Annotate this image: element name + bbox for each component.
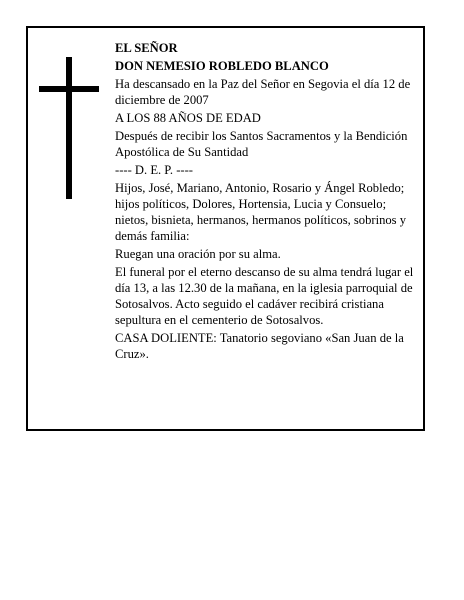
mourning-home: CASA DOLIENTE: Tanatorio segoviano «San Juan de la Cruz». [115, 331, 404, 361]
notice-title: EL SEÑOR [115, 41, 178, 55]
sacraments-line: Después de recibir los Santos Sacramentos y la Bendición Apostólica de Su Santidad [115, 129, 408, 159]
rip-line: ---- D. E. P. ---- [115, 163, 193, 177]
rest-statement: Ha descansado en la Paz del Señor en Segovia el día 12 de diciembre de 2007 [115, 77, 411, 107]
deceased-name: DON NEMESIO ROBLEDO BLANCO [115, 59, 329, 73]
obituary-notice [26, 26, 425, 431]
notice-text [115, 40, 420, 364]
age-line: A LOS 88 AÑOS DE EDAD [115, 111, 261, 125]
prayer-request: Ruegan una oración por su alma. [115, 247, 281, 261]
cross-vertical-bar [66, 57, 72, 199]
cross-icon [39, 57, 99, 199]
family-list: Hijos, José, Mariano, Antonio, Rosario y Ángel Robledo; hijos políticos, Dolores, Hortensia, Lucia y Consuelo; nietos, bisnieta, hermanos, hermanos políticos, sobrinos y demás familia: [115, 181, 407, 243]
funeral-details: El funeral por el eterno descanso de su alma tendrá lugar el día 13, a las 12.30 de la mañana, en la iglesia parroquial de Sotosalvos. Acto seguido el cadáver recibirá cristiana sepultura en el cementerio de Sotosalvos. [115, 265, 414, 327]
cross-horizontal-bar [39, 86, 99, 92]
